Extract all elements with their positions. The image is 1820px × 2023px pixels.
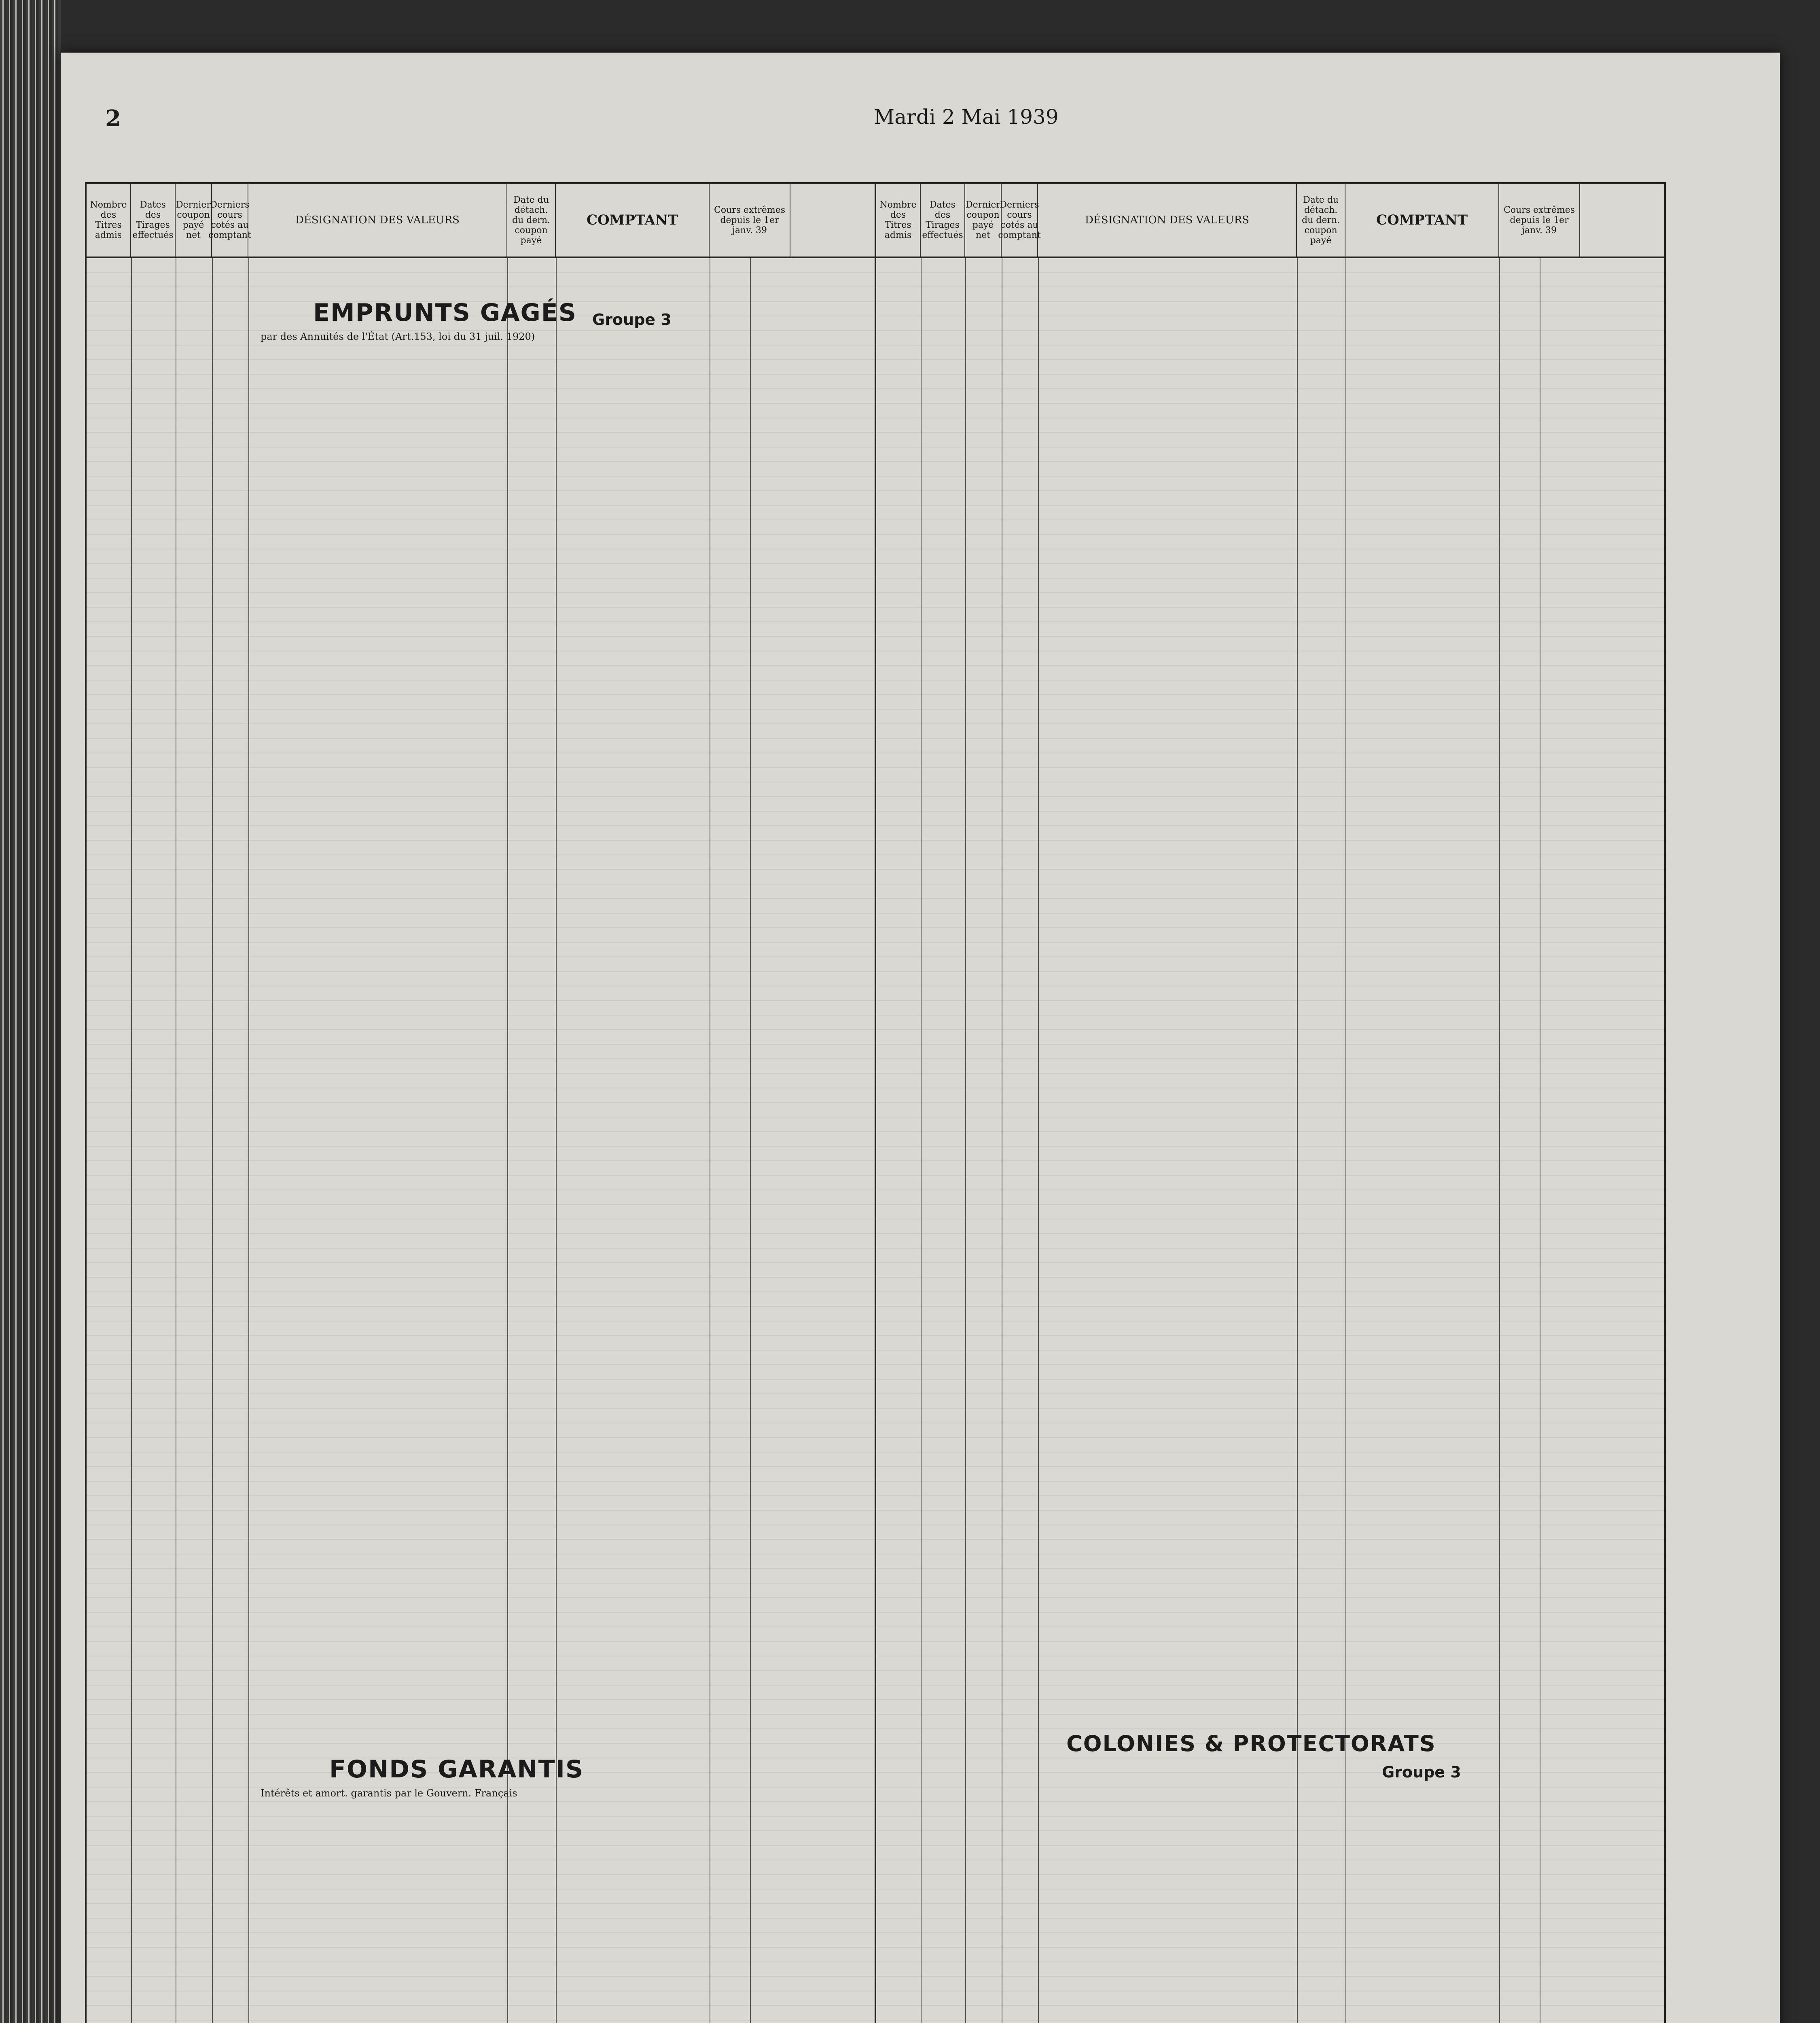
page-number: 2 bbox=[105, 105, 121, 132]
divider bbox=[1297, 258, 1298, 2023]
col-nombre: Nombre des Titres admis bbox=[876, 184, 921, 257]
divider bbox=[1345, 258, 1346, 2023]
section-fonds-garantis-sub: Intérêts et amort. garantis par le Gouvern. Français bbox=[261, 1788, 517, 1799]
left-body bbox=[87, 258, 875, 2023]
col-designation: DÉSIGNATION DES VALEURS bbox=[248, 184, 507, 257]
col-dates: Dates des Tirages effectués bbox=[921, 184, 965, 257]
col-derniers-cours: Derniers cours cotés au comptant bbox=[212, 184, 248, 257]
col-dates: Dates des Tirages effectués bbox=[131, 184, 176, 257]
col-derniers-cours: Derniers cours cotés au comptant bbox=[1002, 184, 1038, 257]
divider bbox=[212, 258, 213, 2023]
divider bbox=[131, 258, 132, 2023]
right-column bbox=[876, 184, 1664, 2023]
divider bbox=[1038, 258, 1039, 2023]
page-stack-edge bbox=[0, 0, 61, 2023]
col-coupon: Dernier coupon payé net bbox=[176, 184, 212, 257]
divider bbox=[248, 258, 249, 2023]
groupe-label: Groupe 3 bbox=[592, 311, 672, 329]
divider bbox=[921, 258, 922, 2023]
divider bbox=[965, 258, 966, 2023]
col-coupon: Dernier coupon payé net bbox=[965, 184, 1002, 257]
col-extremes: Cours extrêmes depuis le 1er janv. 39 bbox=[1499, 184, 1580, 257]
col-nombre: Nombre des Titres admis bbox=[87, 184, 131, 257]
page-header bbox=[105, 105, 1739, 138]
section-emprunts-gages-sub: par des Annuités de l'État (Art.153, loi du 31 juil. 1920) bbox=[261, 331, 535, 342]
divider bbox=[1499, 258, 1500, 2023]
groupe-label: Groupe 3 bbox=[1382, 1763, 1461, 1781]
table-header bbox=[87, 184, 875, 258]
col-last-detach: Date du détach. du dern. coupon payé bbox=[507, 184, 556, 257]
col-designation: DÉSIGNATION DES VALEURS bbox=[1038, 184, 1297, 257]
col-comptant: COMPTANT bbox=[556, 184, 710, 257]
left-column bbox=[87, 184, 876, 2023]
col-extremes: Cours extrêmes depuis le 1er janv. 39 bbox=[710, 184, 790, 257]
table-header bbox=[876, 184, 1664, 258]
divider bbox=[750, 258, 751, 2023]
col-comptant: COMPTANT bbox=[1345, 184, 1499, 257]
right-body bbox=[876, 258, 1664, 2023]
section-colonies: COLONIES & PROTECTORATS bbox=[1066, 1731, 1436, 1756]
col-last-detach: Date du détach. du dern. coupon payé bbox=[1297, 184, 1345, 257]
quote-table bbox=[85, 182, 1666, 2023]
section-fonds-garantis: FONDS GARANTIS bbox=[329, 1755, 584, 1783]
section-emprunts-gages: EMPRUNTS GAGÉS bbox=[313, 299, 577, 327]
page-date: Mardi 2 Mai 1939 bbox=[874, 105, 1059, 129]
